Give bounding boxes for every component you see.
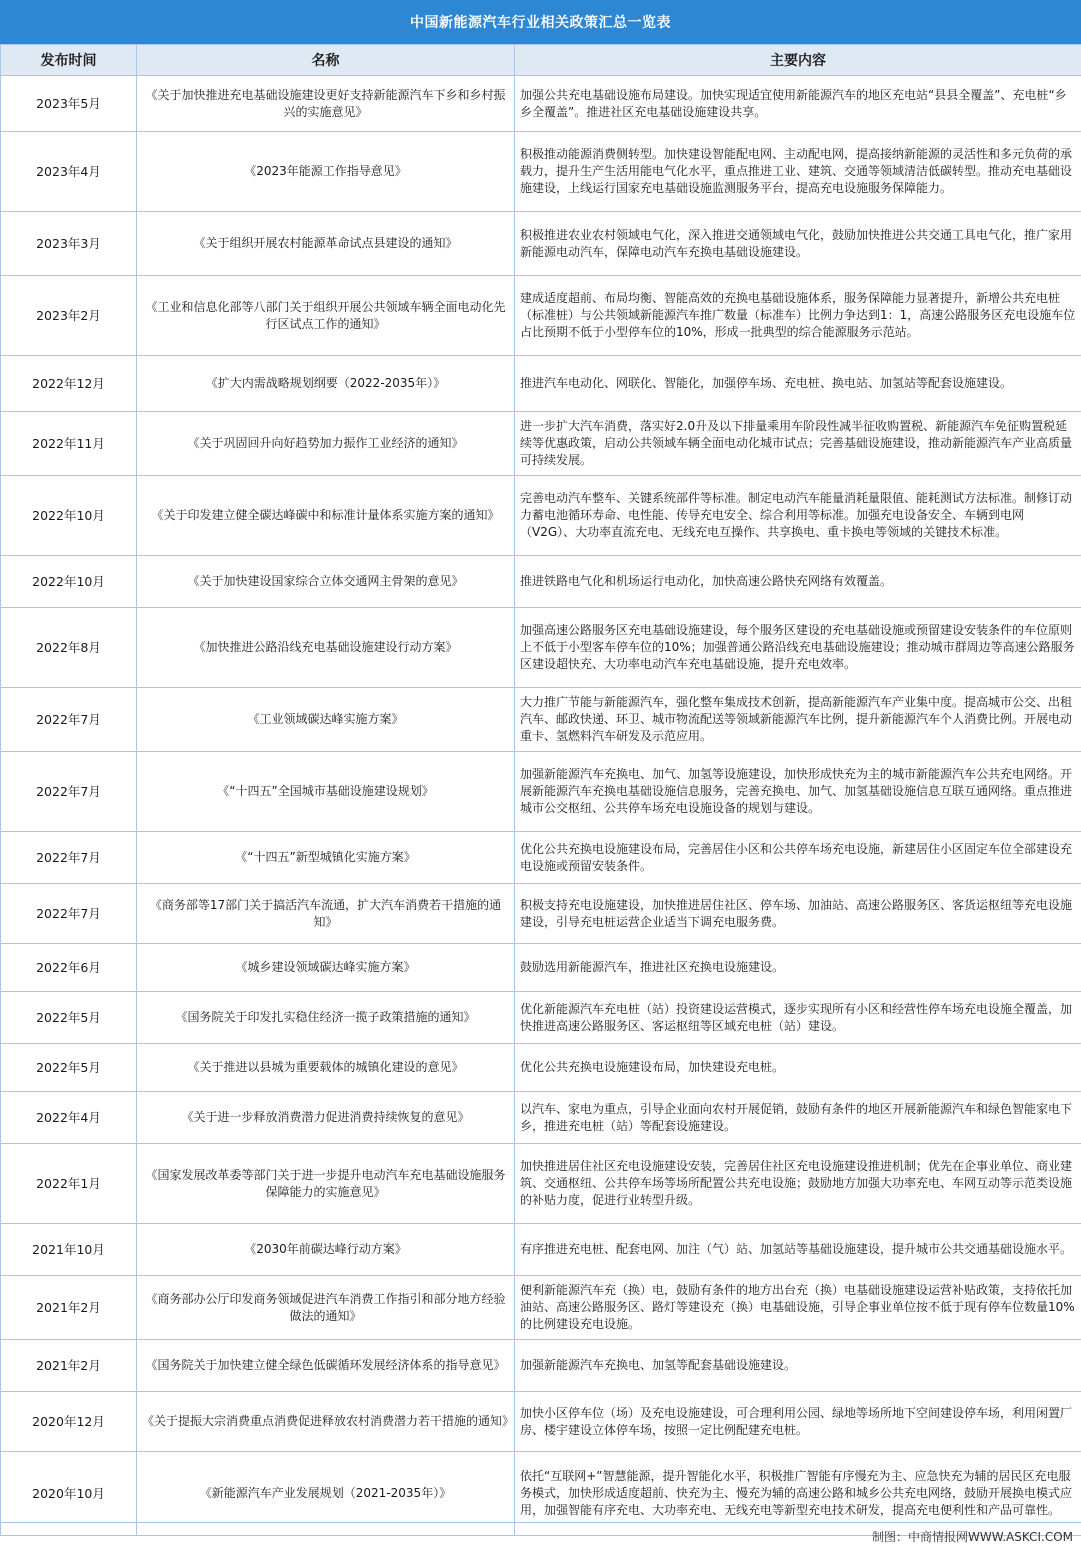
- cell-name: 《关于加快推进充电基础设施建设更好支持新能源汽车下乡和乡村振兴的实施意见》: [137, 76, 515, 132]
- cell-name: 《关于提振大宗消费重点消费促进释放农村消费潜力若干措施的通知》: [137, 1392, 515, 1452]
- table-row: [1, 412, 1081, 476]
- cell-content: 加快小区停车位（场）及充电设施建设，可合理利用公园、绿地等场所地下空间建设停车场，利用闲置厂房、楼宇建设立体停车场，按照一定比例配建充电桩。: [515, 1392, 1081, 1452]
- cell-name: 《关于巩固回升向好趋势加力振作工业经济的通知》: [137, 412, 515, 476]
- cell-date: 2022年7月: [1, 688, 137, 752]
- cell-name: 《城乡建设领域碳达峰实施方案》: [137, 944, 515, 992]
- table-row: [1, 1276, 1081, 1340]
- cell-content: 加强新能源汽车充换电、加氢等配套基础设施建设。: [515, 1340, 1081, 1392]
- cell-name: 《关于组织开展农村能源革命试点县建设的通知》: [137, 212, 515, 276]
- table-row: [1, 476, 1081, 556]
- cell-date: 2022年11月: [1, 412, 137, 476]
- cell-content: 优化公共充换电设施建设布局，加快建设充电桩。: [515, 1044, 1081, 1092]
- cell-content: 推进铁路电气化和机场运行电动化，加快高速公路快充网络有效覆盖。: [515, 556, 1081, 608]
- table-row: [1, 76, 1081, 132]
- table-row: [1, 832, 1081, 884]
- header-content: 主要内容: [515, 45, 1081, 76]
- cell-name: 《加快推进公路沿线充电基础设施建设行动方案》: [137, 608, 515, 688]
- table-row: [1, 276, 1081, 356]
- cell-date: 2022年7月: [1, 832, 137, 884]
- cell-content: 依托“互联网+”智慧能源，提升智能化水平，积极推广智能有序慢充为主、应急快充为辅的居民区充电服务模式，加快形成适度超前、快充为主、慢充为辅的高速公路和城乡公共充电网络，鼓励开展换电模式应用，加强智能有序充电、大功率充电、无线充电等新型充电技术研发，提高充电便利性和产品可靠性。: [515, 1452, 1081, 1536]
- cell-content: 鼓励选用新能源汽车，推进社区充换电设施建设。: [515, 944, 1081, 992]
- cell-content: 积极推进农业农村领域电气化，深入推进交通领域电气化，鼓励加快推进公共交通工具电气化，推广家用新能源电动汽车，保障电动汽车充换电基础设施建设。: [515, 212, 1081, 276]
- header-name: 名称: [137, 45, 515, 76]
- cell-content: 大力推广节能与新能源汽车，强化整车集成技术创新，提高新能源汽车产业集中度。提高城市公交、出租汽车、邮政快递、环卫、城市物流配送等领域新能源汽车比例，提升新能源汽车个人消费比例。开展电动重卡、氢燃料汽车研发及示范应用。: [515, 688, 1081, 752]
- table-row: [1, 1224, 1081, 1276]
- cell-date: 2022年5月: [1, 1044, 137, 1092]
- cell-content: 有序推进充电桩、配套电网、加注（气）站、加氢站等基础设施建设，提升城市公共交通基础设施水平。: [515, 1224, 1081, 1276]
- cell-date: 2021年10月: [1, 1224, 137, 1276]
- cell-name: 《“十四五”新型城镇化实施方案》: [137, 832, 515, 884]
- policy-table: [0, 44, 1081, 1536]
- cell-content: 加强新能源汽车充换电、加气、加氢等设施建设，加快形成快充为主的城市新能源汽车公共充电网络。开展新能源汽车充换电基础设施信息服务，完善充换电、加气、加氢基础设施信息互联互通网络。重点推进城市公交枢纽、公共停车场充电设施设备的规划与建设。: [515, 752, 1081, 832]
- cell-content: 积极支持充电设施建设，加快推进居住社区、停车场、加油站、高速公路服务区、客货运枢纽等充电设施建设，引导充电桩运营企业适当下调充电服务费。: [515, 884, 1081, 944]
- cell-name: 《“十四五”全国城市基础设施建设规划》: [137, 752, 515, 832]
- table-title: 中国新能源汽车行业相关政策汇总一览表: [0, 0, 1081, 44]
- cell-content: 推进汽车电动化、网联化、智能化，加强停车场、充电桩、换电站、加氢站等配套设施建设。: [515, 356, 1081, 412]
- cell-content: 加快推进居住社区充电设施建设安装，完善居住社区充电设施建设推进机制；优先在企事业单位、商业建筑、交通枢纽、公共停车场等场所配置公共充电设施；鼓励地方加强大功率充电、车网互动等示范类设施的补贴力度，促进行业转型升级。: [515, 1144, 1081, 1224]
- cell-date: 2022年12月: [1, 356, 137, 412]
- cell-name: 《关于加快建设国家综合立体交通网主骨架的意见》: [137, 556, 515, 608]
- cell-name: 《商务部等17部门关于搞活汽车流通，扩大汽车消费若干措施的通知》: [137, 884, 515, 944]
- cell-name: 《2030年前碳达峰行动方案》: [137, 1224, 515, 1276]
- cell-name: 《关于进一步释放消费潜力促进消费持续恢复的意见》: [137, 1092, 515, 1144]
- table-row: [1, 1392, 1081, 1452]
- cell-date: 2023年5月: [1, 76, 137, 132]
- cell-content: 优化公共充换电设施建设布局，完善居住小区和公共停车场充电设施，新建居住小区固定车位全部建设充电设施或预留安装条件。: [515, 832, 1081, 884]
- cell-name: 《商务部办公厅印发商务领域促进汽车消费工作指引和部分地方经验做法的通知》: [137, 1276, 515, 1340]
- cell-content: 优化新能源汽车充电桩（站）投资建设运营模式，逐步实现所有小区和经营性停车场充电设施全覆盖，加快推进高速公路服务区、客运枢纽等区域充电桩（站）建设。: [515, 992, 1081, 1044]
- table-row: [1, 556, 1081, 608]
- cell-date: 2022年5月: [1, 992, 137, 1044]
- cell-date: 2023年4月: [1, 132, 137, 212]
- cell-name: 《关于印发建立健全碳达峰碳中和标准计量体系实施方案的通知》: [137, 476, 515, 556]
- header-date: 发布时间: [1, 45, 137, 76]
- source-credit: 制图：中商情报网WWW.ASKCI.COM: [872, 1530, 1073, 1544]
- cell-name: 《扩大内需战略规划纲要（2022-2035年）》: [137, 356, 515, 412]
- cell-name: 《2023年能源工作指导意见》: [137, 132, 515, 212]
- table-row: [1, 688, 1081, 752]
- cell-date: 2022年7月: [1, 752, 137, 832]
- table-row: [1, 884, 1081, 944]
- table-header-row: [1, 45, 1081, 76]
- cell-name: 《国务院关于印发扎实稳住经济一揽子政策措施的通知》: [137, 992, 515, 1044]
- cell-name: 《新能源汽车产业发展规划（2021-2035年）》: [137, 1452, 515, 1536]
- cell-content: 完善电动汽车整车、关键系统部件等标准。制定电动汽车能量消耗量限值、能耗测试方法标准。制修订动力蓄电池循环寿命、电性能、传导充电安全、综合利用等标准。加强充电设备安全、车辆到电网（V2G）、大功率直流充电、无线充电互操作、共享换电、重卡换电等领域的关键技术标准。: [515, 476, 1081, 556]
- cell-date: 2022年1月: [1, 1144, 137, 1224]
- cell-content: 积极推动能源消费侧转型。加快建设智能配电网、主动配电网，提高接纳新能源的灵活性和多元负荷的承载力，提升生产生活用能电气化水平，重点推进工业、建筑、交通等领域清洁低碳转型。推动充电基础设施建设，上线运行国家充电基础设施监测服务平台，提高充电设施服务保障能力。: [515, 132, 1081, 212]
- cell-content: 以汽车、家电为重点，引导企业面向农村开展促销，鼓励有条件的地区开展新能源汽车和绿色智能家电下乡，推进充电桩（站）等配套设施建设。: [515, 1092, 1081, 1144]
- cell-name: 《工业领域碳达峰实施方案》: [137, 688, 515, 752]
- cell-date: 2023年3月: [1, 212, 137, 276]
- cell-name: 《国务院关于加快建立健全绿色低碳循环发展经济体系的指导意见》: [137, 1340, 515, 1392]
- cell-date: 2021年2月: [1, 1340, 137, 1392]
- cell-date: 2022年6月: [1, 944, 137, 992]
- cell-content: 便利新能源汽车充（换）电，鼓励有条件的地方出台充（换）电基础设施建设运营补贴政策，支持依托加油站、高速公路服务区、路灯等建设充（换）电基础设施，引导企事业单位按不低于现有停车位数量10%的比例建设充电设施。: [515, 1276, 1081, 1340]
- table-row: [1, 212, 1081, 276]
- cell-name: 《工业和信息化部等八部门关于组织开展公共领域车辆全面电动化先行区试点工作的通知》: [137, 276, 515, 356]
- cell-date: 2022年8月: [1, 608, 137, 688]
- cell-name: 《国家发展改革委等部门关于进一步提升电动汽车充电基础设施服务保障能力的实施意见》: [137, 1144, 515, 1224]
- table-row: [1, 752, 1081, 832]
- cell-date: 2022年10月: [1, 476, 137, 556]
- table-row: [1, 992, 1081, 1044]
- cell-content: 加强高速公路服务区充电基础设施建设，每个服务区建设的充电基础设施或预留建设安装条件的车位原则上不低于小型客车停车位的10%；加强普通公路沿线充电基础设施建设；推动城市群周边等高速公路服务区建设超快充、大功率电动汽车充电基础设施，提升充电效率。: [515, 608, 1081, 688]
- cell-date: 2022年7月: [1, 884, 137, 944]
- table-row: [1, 1340, 1081, 1392]
- cell-date: 2022年4月: [1, 1092, 137, 1144]
- cell-date: 2023年2月: [1, 276, 137, 356]
- cell-content: 加强公共充电基础设施布局建设。加快实现适宜使用新能源汽车的地区充电站“县县全覆盖”、充电桩“乡乡全覆盖”。推进社区充电基础设施建设共享。: [515, 76, 1081, 132]
- table-row: [1, 944, 1081, 992]
- cell-date: 2020年10月: [1, 1452, 137, 1536]
- table-row: [1, 608, 1081, 688]
- cell-date: 2020年12月: [1, 1392, 137, 1452]
- table-row: [1, 132, 1081, 212]
- table-row: [1, 1044, 1081, 1092]
- table-row: [1, 1144, 1081, 1224]
- cell-date: 2021年2月: [1, 1276, 137, 1340]
- cell-name: 《关于推进以县城为重要载体的城镇化建设的意见》: [137, 1044, 515, 1092]
- table-row: [1, 356, 1081, 412]
- cell-date: 2022年10月: [1, 556, 137, 608]
- table-body: [1, 76, 1081, 1536]
- cell-content: 建成适度超前、布局均衡、智能高效的充换电基础设施体系，服务保障能力显著提升，新增公共充电桩（标准桩）与公共领域新能源汽车推广数量（标准车）比例力争达到1：1，高速公路服务区充电设施车位占比预期不低于小型停车位的10%，形成一批典型的综合能源服务示范站。: [515, 276, 1081, 356]
- cell-content: 进一步扩大汽车消费，落实好2.0升及以下排量乘用车阶段性减半征收购置税、新能源汽车免征购置税延续等优惠政策，启动公共领域车辆全面电动化城市试点；完善基础设施建设，推动新能源汽车产业高质量可持续发展。: [515, 412, 1081, 476]
- table-row: [1, 1092, 1081, 1144]
